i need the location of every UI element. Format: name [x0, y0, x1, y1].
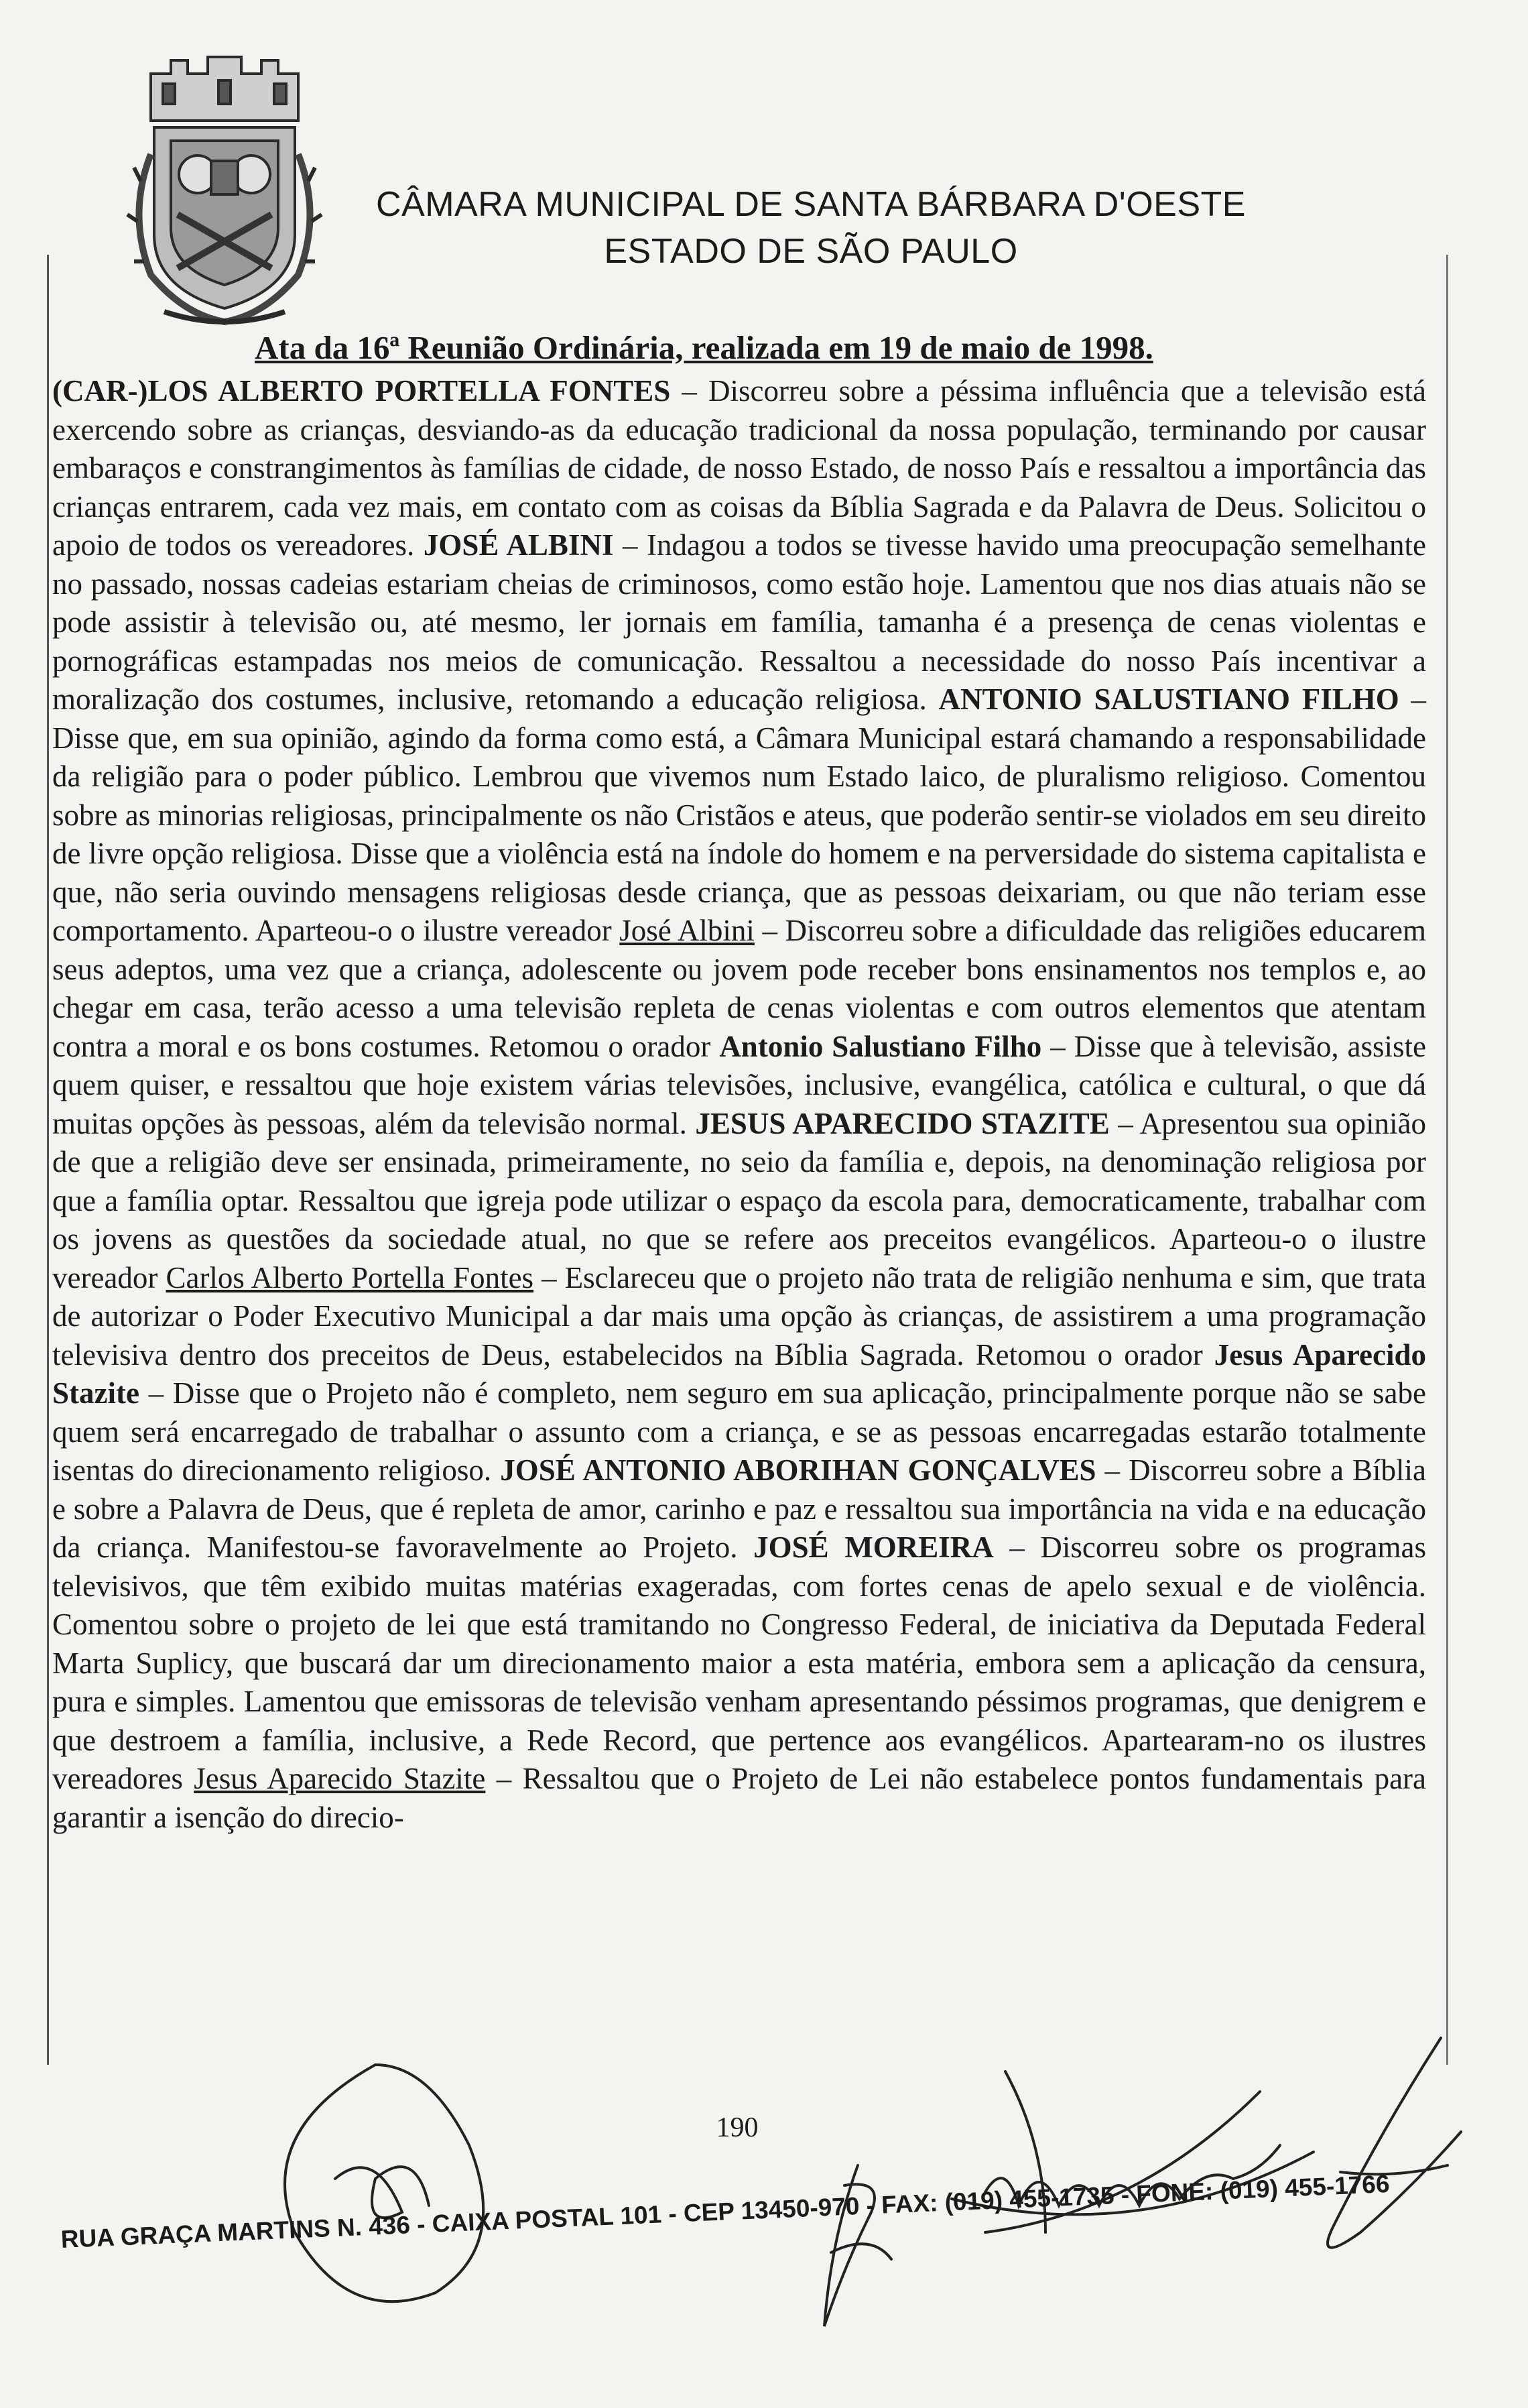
- minutes-body: [52, 372, 1426, 1837]
- speaker-name: ANTONIO SALUSTIANO FILHO: [938, 682, 1399, 716]
- speech-text: – Discorreu sobre a Bíblia e sobre a Palavra de Deus, que é repleta de amor, carinho e paz e ressaltou sua importância na vida e na educação da criança. Manifestou-se favoravelmente ao Projeto.: [52, 1453, 1427, 1564]
- speech-text: – Discorreu sobre os programas televisivos, que têm exibido muitas matérias exageradas, com fortes cenas de apelo sexual e de violência. Comentou sobre o projeto de lei que está tramitando no Congresso Federal, de iniciativa da Deputada Federal Marta Suplicy, que buscará dar um direcionamento maior a esta matéria, embora sem a aplicação da censura, pura e simples. Lamentou que emissoras de televisão venham apresentando péssimos programas, que denigrem e que destroem a família, inclusive, a Rede Record, que pertence aos evangélicos. Apartearam-no os ilustres vereadores: [52, 1530, 1427, 1795]
- speaker-name: JESUS APARECIDO STAZITE: [695, 1106, 1110, 1140]
- municipal-coat-of-arms-icon: [124, 47, 325, 328]
- signature-middle: [824, 2165, 891, 2326]
- speech-text: – Disse que o Projeto não é completo, nem seguro em sua aplicação, principalmente porque não se sabe quem será encarregado de trabalhar o assunto com a criança, e se as pessoas encarregadas estarão totalmente isentas do direcionamento religioso.: [52, 1376, 1426, 1487]
- speech-text: – Disse que, em sua opinião, agindo da forma como está, a Câmara Municipal estará chamando a responsabilidade da religião para o poder público. Lembrou que vivemos num Estado laico, de pluralismo religioso. Comentou sobre as minorias religiosas, principalmente os não Cristãos e ateus, que poderão sentir-se violados em seu direito de livre opção religiosa. Disse que a violência está na índole do homem e na perversidade do sistema capitalista e que, não seria ouvindo mensagens religiosas desde criança, que as pessoas deixariam, ou que não teriam esse comportamento. Aparteou-o o ilustre vereador: [52, 682, 1427, 947]
- signature-left: [285, 2065, 483, 2301]
- footer-address: RUA GRAÇA MARTINS N. 436 - CAIXA POSTAL 101 - CEP 13450-970 - FAX: (019) 455-1735 - FONE: (019) 455-1766: [60, 2169, 1391, 2253]
- speech-text: – Indagou a todos se tivesse havido uma preocupação semelhante no passado, nossas cadeias estariam cheias de criminosos, como estão hoje. Lamentou que nos dias atuais não se pode assistir à televisão ou, até mesmo, ler jornais em família, tamanha é a presença de cenas violentas e pornográficas estampadas nos meios de comunicação. Ressaltou a necessidade do nosso País incentivar a moralização dos costumes, inclusive, retomando a educação religiosa.: [52, 528, 1426, 716]
- speaker-name: JOSÉ MOREIRA: [753, 1530, 994, 1564]
- minutes-title: Ata da 16ª Reunião Ordinária, realizada em 19 de maio de 1998.: [255, 329, 1153, 366]
- chamber-header: [375, 181, 1247, 275]
- speech-text: – Ressaltou que o Projeto de Lei não estabelece pontos fundamentais para garantir a isenção do direcio-: [52, 1762, 1426, 1834]
- speech-text: – Esclareceu que o projeto não trata de religião nenhuma e sim, que trata de autorizar o Poder Executivo Municipal a dar mais uma opção às crianças, de assistirem a uma programação televisiva dentro dos preceitos de Deus, estabelecidos na Bíblia Sagrada. Retomou o orador: [52, 1260, 1427, 1372]
- signature-far-right: [1328, 2038, 1461, 2248]
- resume-speaker-name: Jesus Aparecido Stazite: [52, 1337, 1427, 1410]
- speaker-name: JOSÉ ANTONIO ABORIHAN GONÇALVES: [500, 1453, 1096, 1487]
- speech-text: – Apresentou sua opinião de que a religião deve ser ensinada, primeiramente, no seio da família e, depois, na denominação religiosa por que a família optar. Ressaltou que igreja pode utilizar o espaço da escola para, democraticamente, trabalhar com os jovens as questões da sociedade atual, no que se refere aos preceitos evangélicos. Aparteou-o o ilustre vereador: [52, 1106, 1426, 1295]
- speech-text: – Discorreu sobre a péssima influência que a televisão está exercendo sobre as crianças, desviando-as da educação tradicional da nossa população, terminando por causar embaraços e constrangimentos às famílias de cidade, de nosso Estado, de nosso País e ressaltou a importância das crianças entrarem, cada vez mais, em contato com as coisas da Bíblia Sagrada e da Palavra de Deus. Solicitou o apoio de todos os vereadores.: [52, 374, 1426, 562]
- speaker-name: (CAR-)LOS ALBERTO PORTELLA FONTES: [52, 374, 671, 408]
- chamber-name: CÂMARA MUNICIPAL DE SANTA BÁRBARA D'OESTE: [376, 185, 1246, 224]
- aparte-name: José Albini: [619, 914, 755, 947]
- aparte-name: Jesus Aparecido Stazite: [194, 1762, 486, 1795]
- resume-speaker-name: Antonio Salustiano Filho: [719, 1029, 1042, 1063]
- page-number: 190: [716, 2112, 759, 2143]
- speaker-name: JOSÉ ALBINI: [423, 528, 614, 562]
- aparte-name: Carlos Alberto Portella Fontes: [166, 1260, 534, 1295]
- speech-text: – Discorreu sobre a dificuldade das religiões educarem seus adeptos, uma vez que a criança, adolescente ou jovem pode receber bons ensinamentos nos templos e, ao chegar em casa, terão acesso a uma televisão repleta de cenas violentas e com outros elementos que atentam contra a moral e os bons costumes. Retomou o orador: [52, 914, 1427, 1063]
- speech-text: – Disse que à televisão, assiste quem quiser, e ressaltou que hoje existem várias televisões, inclusive, evangélica, católica e cultural, o que dá muitas opções às pessoas, além da televisão normal.: [52, 1029, 1426, 1140]
- state-name: ESTADO DE SÃO PAULO: [604, 232, 1018, 271]
- minutes-paragraph: [52, 372, 1426, 1837]
